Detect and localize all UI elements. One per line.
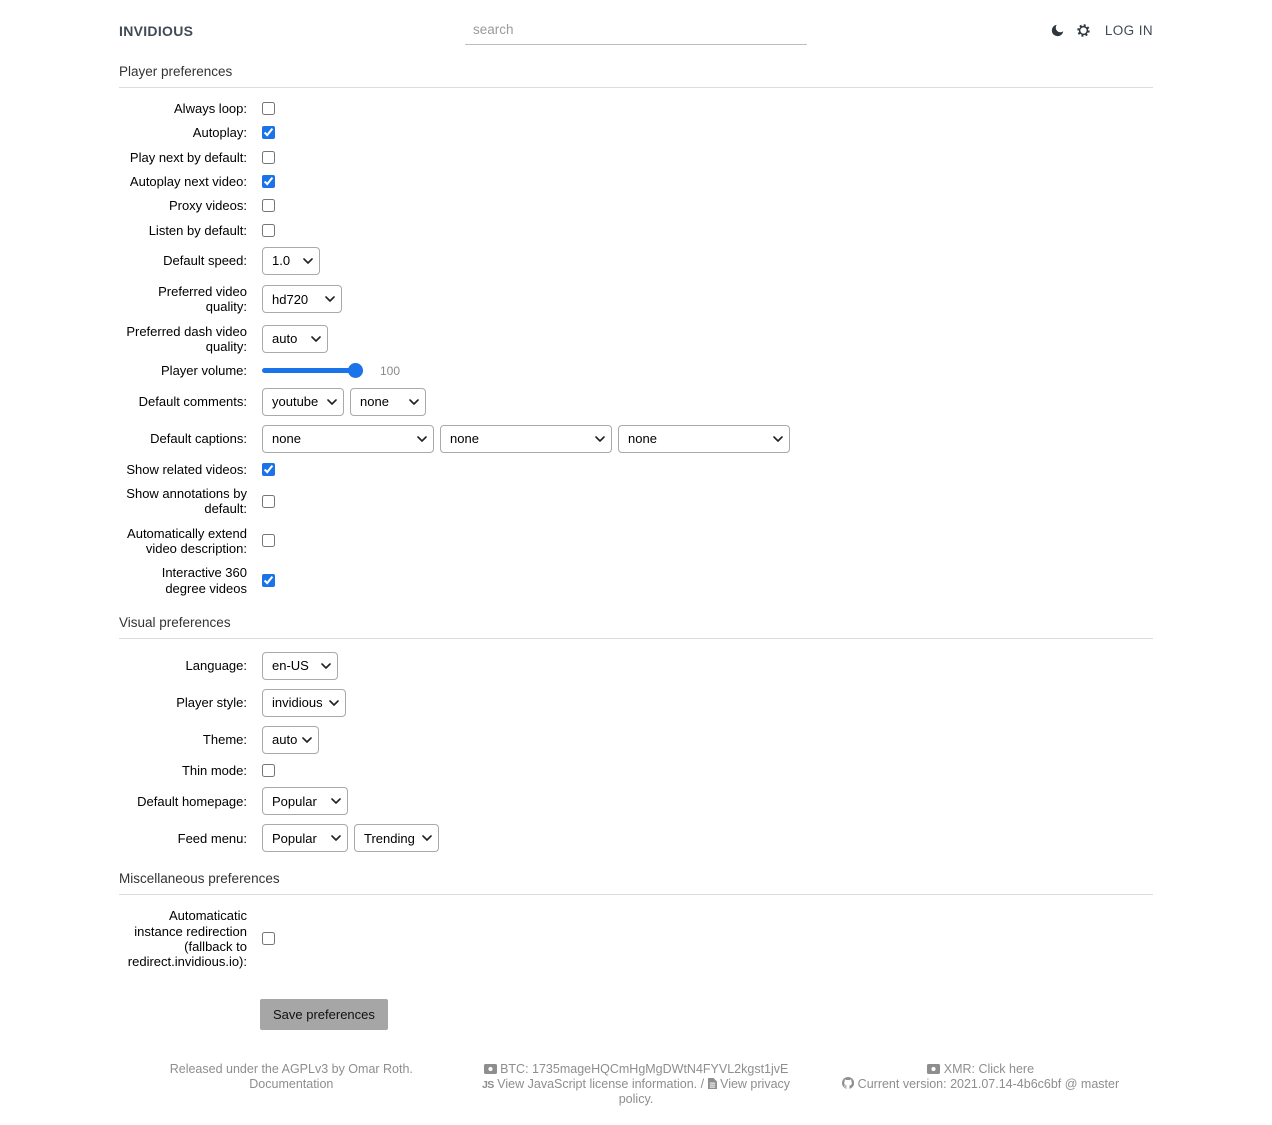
save-preferences-button[interactable]: Save preferences (260, 999, 388, 1030)
pref-label-feed_menu: Feed menu: (177, 830, 247, 846)
footer (119, 1062, 1153, 1125)
pref-row-player_style (119, 689, 1153, 717)
pref-row-player_volume (119, 363, 1153, 378)
pref-row-related_videos (119, 462, 1153, 477)
pref-label-default_home: Default homepage: (137, 793, 247, 809)
money-icon (484, 1064, 497, 1074)
pref-label-dark_mode: Theme: (202, 732, 247, 748)
pref-row-locale (119, 652, 1153, 680)
pref-control-dash_quality (262, 325, 328, 353)
pref-control-thin_mode (262, 764, 275, 778)
pref-row-auto_redirect (119, 908, 1153, 969)
video_quality-select-0[interactable] (262, 285, 342, 313)
pref-label-play_next: Play next by default: (129, 149, 247, 165)
pref-label-related_videos: Show related videos: (126, 461, 247, 477)
pref-control-player_style (262, 689, 346, 717)
pref-label-vr_mode: Interactive 360 degree videos (161, 565, 247, 596)
pref-label-extend_desc: Automatically extend video description: (127, 525, 247, 556)
player_style-select-wrap (262, 689, 346, 717)
extend_desc-checkbox[interactable] (262, 534, 275, 547)
footer-donate-column (464, 1062, 809, 1108)
default_comments-select-1[interactable] (350, 388, 426, 416)
feed_menu-select-wrap (262, 824, 348, 852)
pref-label-default_captions: Default captions: (150, 430, 247, 446)
default_comments-select-wrap (262, 388, 344, 416)
section-heading: Visual preferences (119, 615, 1153, 639)
pref-row-play_next (119, 150, 1153, 165)
pref-control-always_loop (262, 102, 275, 116)
pref-row-default_comments (119, 388, 1153, 416)
video_quality-select-wrap (262, 285, 342, 313)
default_captions-select-0[interactable] (262, 425, 434, 453)
default_speed-select-wrap (262, 247, 320, 275)
top-header (119, 16, 1153, 45)
auto_redirect-checkbox[interactable] (262, 932, 275, 945)
pref-row-dash_quality (119, 324, 1153, 355)
pref-row-autoplay_next (119, 174, 1153, 189)
pref-control-proxy_videos (262, 199, 275, 213)
dark_mode-select-0[interactable] (262, 726, 319, 754)
pref-control-autoplay (262, 126, 275, 140)
version-line (808, 1077, 1153, 1092)
pref-label-player_volume: Player volume: (161, 363, 247, 379)
pref-control-extend_desc (262, 534, 275, 548)
app-logo[interactable]: INVIDIOUS (119, 22, 194, 39)
footer-license-column (119, 1062, 464, 1108)
separator: / (700, 1076, 705, 1091)
file-icon (708, 1078, 717, 1089)
gear-icon[interactable] (1076, 23, 1091, 38)
pref-control-locale (262, 652, 338, 680)
pref-control-default_captions (262, 425, 790, 453)
default_captions-select-1[interactable] (440, 425, 612, 453)
pref-control-vr_mode (262, 574, 275, 588)
pref-label-autoplay: Autoplay: (192, 125, 247, 141)
github-icon (842, 1077, 854, 1089)
always_loop-checkbox[interactable] (262, 102, 275, 115)
dash_quality-select-0[interactable] (262, 325, 328, 353)
xmr-line (808, 1062, 1153, 1077)
pref-row-extend_desc (119, 526, 1153, 557)
pref-label-thin_mode: Thin mode: (181, 762, 247, 778)
moon-icon[interactable] (1050, 23, 1065, 38)
pref-label-player_style: Player style: (176, 695, 247, 711)
js-icon: JS (481, 1078, 494, 1091)
pref-label-video_quality: Preferred video quality: (158, 283, 247, 315)
pref-row-proxy_videos (119, 198, 1153, 213)
pref-control-autoplay_next (262, 175, 275, 189)
default_captions-select-wrap (618, 425, 790, 453)
pref-control-listen_default (262, 223, 275, 237)
license-text: Released under the AGPLv3 by Omar Roth. (169, 1061, 413, 1076)
pref-control-auto_redirect (262, 932, 275, 946)
btc-line (464, 1062, 809, 1077)
listen_default-checkbox[interactable] (262, 224, 275, 237)
feed_menu-select-1[interactable] (354, 824, 439, 852)
btc-address: BTC: 1735mageHQCmHgMgDWtN4FYVL2kgst1jvE (500, 1061, 789, 1076)
player_style-select-0[interactable] (262, 689, 346, 717)
pref-row-default_speed (119, 247, 1153, 275)
pref-label-locale: Language: (185, 658, 247, 674)
default_captions-select-wrap (262, 425, 434, 453)
pref-control-related_videos (262, 462, 275, 476)
pref-label-dash_quality: Preferred dash video quality: (126, 323, 247, 354)
player_volume-value: 100 (380, 363, 401, 378)
thin_mode-checkbox[interactable] (262, 764, 275, 777)
default_comments-select-wrap (350, 388, 426, 416)
pref-row-annotations (119, 486, 1153, 517)
pref-label-default_speed: Default speed: (163, 253, 247, 269)
pref-row-dark_mode (119, 726, 1153, 754)
pref-label-listen_default: Listen by default: (148, 222, 247, 238)
pref-row-listen_default (119, 223, 1153, 238)
section-heading: Player preferences (119, 64, 1153, 88)
player_volume-slider[interactable] (262, 363, 363, 378)
footer-version-column (808, 1062, 1153, 1108)
money-icon (927, 1064, 940, 1074)
autoplay-checkbox[interactable] (262, 126, 275, 139)
pref-control-default_comments (262, 388, 426, 416)
page-container (119, 0, 1153, 1125)
pref-row-autoplay (119, 125, 1153, 140)
related_videos-checkbox[interactable] (262, 463, 275, 476)
pref-label-autoplay_next: Autoplay next video: (129, 173, 247, 189)
pref-row-vr_mode (119, 565, 1153, 596)
pref-row-thin_mode (119, 763, 1153, 778)
pref-control-feed_menu (262, 824, 439, 852)
search-bar (465, 16, 807, 45)
autoplay_next-checkbox[interactable] (262, 175, 275, 188)
pref-row-video_quality (119, 284, 1153, 315)
pref-control-player_volume (262, 363, 400, 378)
play_next-checkbox[interactable] (262, 151, 275, 164)
section-heading: Miscellaneous preferences (119, 871, 1153, 895)
pref-control-annotations (262, 494, 275, 508)
default_comments-select-0[interactable] (262, 388, 344, 416)
dark_mode-select-wrap (262, 726, 319, 754)
pref-label-auto_redirect: Automaticatic instance redirection (fallback to redirect.invidious.io): (127, 908, 247, 970)
vr_mode-checkbox[interactable] (262, 574, 275, 587)
header-controls (807, 23, 1153, 38)
default_speed-select-0[interactable] (262, 247, 320, 275)
js-license-link[interactable]: View JavaScript license information. (497, 1076, 698, 1091)
default_captions-select-2[interactable] (618, 425, 790, 453)
locale-select-0[interactable] (262, 652, 338, 680)
default_home-select-wrap (262, 787, 348, 815)
search-input[interactable] (465, 16, 807, 45)
default_home-select-0[interactable] (262, 787, 348, 815)
pref-control-dark_mode (262, 726, 319, 754)
pref-control-video_quality (262, 285, 342, 313)
pref-control-play_next (262, 150, 275, 164)
pref-label-annotations: Show annotations by default: (126, 485, 247, 517)
dash_quality-select-wrap (262, 325, 328, 353)
xmr-label: XMR: (943, 1061, 975, 1076)
pref-control-default_speed (262, 247, 320, 275)
pref-row-default_captions (119, 425, 1153, 453)
pref-label-proxy_videos: Proxy videos: (168, 198, 247, 214)
pref-label-default_comments: Default comments: (138, 393, 247, 409)
feed_menu-select-0[interactable] (262, 824, 348, 852)
default_captions-select-wrap (440, 425, 612, 453)
preferences-form (119, 64, 1153, 970)
pref-row-always_loop (119, 101, 1153, 116)
pref-label-always_loop: Always loop: (174, 101, 247, 116)
pref-row-default_home (119, 787, 1153, 815)
xmr-link[interactable]: Click here (978, 1061, 1035, 1076)
proxy_videos-checkbox[interactable] (262, 199, 275, 212)
annotations-checkbox[interactable] (262, 495, 275, 508)
documentation-link[interactable]: Documentation (249, 1076, 334, 1091)
pref-row-feed_menu (119, 824, 1153, 852)
feed_menu-select-wrap (354, 824, 439, 852)
locale-select-wrap (262, 652, 338, 680)
login-link[interactable]: LOG IN (1104, 23, 1153, 38)
privacy-policy-link[interactable]: View privacy policy. (618, 1076, 791, 1107)
version-text: Current version: 2021.07.14-4b6c6bf @ master (857, 1076, 1120, 1091)
pref-control-default_home (262, 787, 348, 815)
legal-line (464, 1077, 809, 1108)
